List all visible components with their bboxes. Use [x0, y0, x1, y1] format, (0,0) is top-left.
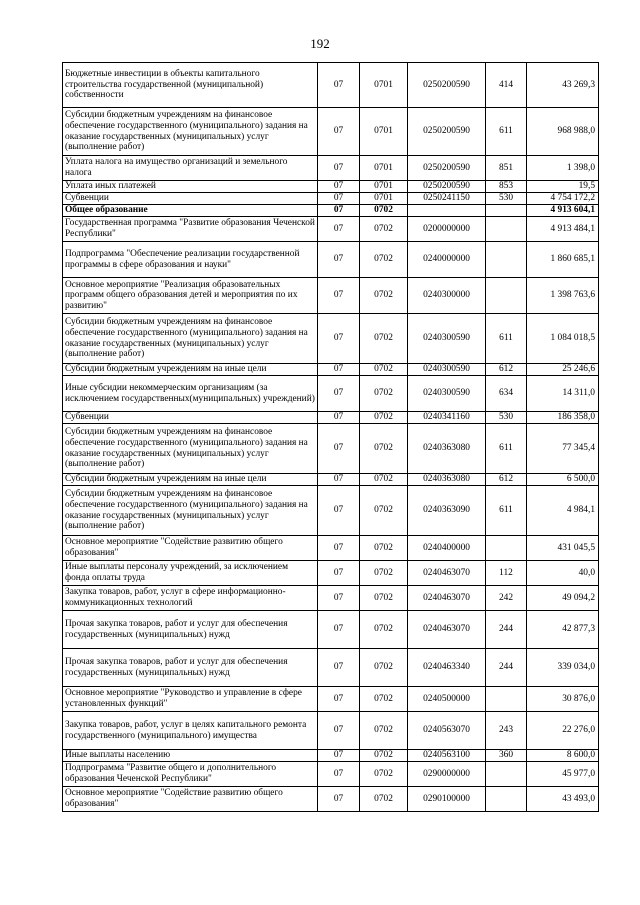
row-code-cell — [408, 205, 486, 217]
row-expense-type-cell: 634 — [486, 376, 527, 412]
row-name-cell: Основное мероприятие "Руководство и управление в сфере установленных функций" — [63, 687, 318, 712]
row-name-cell: Уплата налога на имущество организаций и земельного налога — [63, 156, 318, 181]
row-amount-cell: 1 398 763,6 — [527, 278, 599, 314]
row-subsection-cell: 0702 — [360, 649, 408, 687]
row-subsection-cell: 0701 — [360, 156, 408, 181]
row-code-cell: 0240463340 — [408, 649, 486, 687]
row-name-cell: Прочая закупка товаров, работ и услуг для обеспечения государственных (муниципальных) нужд — [63, 649, 318, 687]
row-section-cell: 07 — [318, 486, 360, 536]
row-expense-type-cell: 244 — [486, 649, 527, 687]
row-code-cell: 0200000000 — [408, 217, 486, 242]
table-row — [63, 376, 599, 412]
table-row — [63, 156, 599, 181]
row-subsection-cell: 0702 — [360, 536, 408, 561]
row-code-cell: 0240563100 — [408, 750, 486, 762]
row-code-cell: 0240300590 — [408, 364, 486, 376]
row-section-cell: 07 — [318, 762, 360, 787]
budget-table-body — [63, 63, 599, 812]
row-subsection-cell: 0702 — [360, 687, 408, 712]
table-row — [63, 193, 599, 205]
row-amount-cell: 1 398,0 — [527, 156, 599, 181]
row-section-cell: 07 — [318, 611, 360, 649]
row-subsection-cell: 0702 — [360, 242, 408, 278]
table-row — [63, 424, 599, 474]
row-name-cell: Субсидии бюджетным учреждениям на финансовое обеспечение государственного (муниципального) задания на оказание государственных (муниципальных) услуг (выполнение работ) — [63, 108, 318, 156]
row-name-cell: Основное мероприятие "Содействие развитию общего образования" — [63, 536, 318, 561]
table-row — [63, 649, 599, 687]
row-subsection-cell: 0702 — [360, 376, 408, 412]
row-subsection-cell: 0702 — [360, 364, 408, 376]
row-expense-type-cell — [486, 536, 527, 561]
row-subsection-cell: 0702 — [360, 412, 408, 424]
row-code-cell: 0240300000 — [408, 278, 486, 314]
row-section-cell: 07 — [318, 586, 360, 611]
row-code-cell: 0240300590 — [408, 376, 486, 412]
row-name-cell: Подпрограмма "Развитие общего и дополнительного образования Чеченской Республики" — [63, 762, 318, 787]
row-expense-type-cell — [486, 787, 527, 812]
row-section-cell: 07 — [318, 108, 360, 156]
row-code-cell: 0290100000 — [408, 787, 486, 812]
row-section-cell: 07 — [318, 687, 360, 712]
row-amount-cell: 968 988,0 — [527, 108, 599, 156]
row-subsection-cell: 0702 — [360, 486, 408, 536]
budget-table — [62, 62, 599, 812]
row-name-cell: Прочая закупка товаров, работ и услуг для обеспечения государственных (муниципальных) нужд — [63, 611, 318, 649]
row-name-cell: Бюджетные инвестиции в объекты капитального строительства государственной (муниципальной) собственности — [63, 63, 318, 108]
row-section-cell: 07 — [318, 364, 360, 376]
row-expense-type-cell: 851 — [486, 156, 527, 181]
row-code-cell: 0240563070 — [408, 712, 486, 750]
row-code-cell: 0240300590 — [408, 314, 486, 364]
row-code-cell: 0240363080 — [408, 474, 486, 486]
row-subsection-cell: 0702 — [360, 314, 408, 364]
row-section-cell: 07 — [318, 314, 360, 364]
row-subsection-cell: 0701 — [360, 108, 408, 156]
row-subsection-cell: 0702 — [360, 205, 408, 217]
row-amount-cell: 1 084 018,5 — [527, 314, 599, 364]
table-row — [63, 586, 599, 611]
table-row — [63, 108, 599, 156]
row-amount-cell: 49 094,2 — [527, 586, 599, 611]
row-amount-cell: 186 358,0 — [527, 412, 599, 424]
table-row — [63, 205, 599, 217]
row-amount-cell: 8 600,0 — [527, 750, 599, 762]
row-expense-type-cell — [486, 278, 527, 314]
table-row — [63, 750, 599, 762]
row-amount-cell: 6 500,0 — [527, 474, 599, 486]
row-expense-type-cell: 242 — [486, 586, 527, 611]
table-row — [63, 364, 599, 376]
row-expense-type-cell — [486, 242, 527, 278]
table-row — [63, 181, 599, 193]
row-name-cell: Субсидии бюджетным учреждениям на финансовое обеспечение государственного (муниципального) задания на оказание государственных (муниципальных) услуг (выполнение работ) — [63, 424, 318, 474]
row-subsection-cell: 0702 — [360, 278, 408, 314]
row-expense-type-cell: 611 — [486, 486, 527, 536]
table-row — [63, 474, 599, 486]
row-code-cell: 0250200590 — [408, 108, 486, 156]
table-row — [63, 561, 599, 586]
table-row — [63, 611, 599, 649]
row-code-cell: 0250241150 — [408, 193, 486, 205]
row-code-cell: 0250200590 — [408, 63, 486, 108]
table-row — [63, 762, 599, 787]
row-expense-type-cell: 112 — [486, 561, 527, 586]
row-section-cell: 07 — [318, 536, 360, 561]
row-code-cell: 0250200590 — [408, 156, 486, 181]
row-subsection-cell: 0702 — [360, 217, 408, 242]
row-subsection-cell: 0701 — [360, 63, 408, 108]
page-number: 192 — [310, 36, 330, 51]
row-name-cell: Иные выплаты населению — [63, 750, 318, 762]
row-section-cell: 07 — [318, 787, 360, 812]
row-subsection-cell: 0702 — [360, 712, 408, 750]
row-amount-cell: 42 877,3 — [527, 611, 599, 649]
row-name-cell: Субсидии бюджетным учреждениям на финансовое обеспечение государственного (муниципального) задания на оказание государственных (муниципальных) услуг (выполнение работ) — [63, 314, 318, 364]
row-subsection-cell: 0701 — [360, 181, 408, 193]
row-section-cell: 07 — [318, 412, 360, 424]
row-name-cell: Субвенции — [63, 412, 318, 424]
row-code-cell: 0240463070 — [408, 586, 486, 611]
row-name-cell: Субсидии бюджетным учреждениям на финансовое обеспечение государственного (муниципального) задания на оказание государственных (муниципальных) услуг (выполнение работ) — [63, 486, 318, 536]
row-name-cell: Государственная программа "Развитие образования Чеченской Республики" — [63, 217, 318, 242]
row-expense-type-cell: 611 — [486, 108, 527, 156]
row-amount-cell: 431 045,5 — [527, 536, 599, 561]
row-amount-cell: 30 876,0 — [527, 687, 599, 712]
row-name-cell: Основное мероприятие "Реализация образовательных программ общего образования детей и мероприятия по их развитию" — [63, 278, 318, 314]
row-section-cell: 07 — [318, 750, 360, 762]
row-subsection-cell: 0702 — [360, 787, 408, 812]
table-row — [63, 217, 599, 242]
table-row — [63, 712, 599, 750]
row-expense-type-cell — [486, 687, 527, 712]
row-section-cell: 07 — [318, 712, 360, 750]
row-code-cell: 0240463070 — [408, 611, 486, 649]
row-name-cell: Закупка товаров, работ, услуг в целях капитального ремонта государственного (муниципального) имущества — [63, 712, 318, 750]
row-amount-cell: 14 311,0 — [527, 376, 599, 412]
row-section-cell: 07 — [318, 193, 360, 205]
table-row — [63, 242, 599, 278]
row-expense-type-cell: 414 — [486, 63, 527, 108]
row-section-cell: 07 — [318, 181, 360, 193]
row-subsection-cell: 0702 — [360, 762, 408, 787]
row-subsection-cell: 0702 — [360, 424, 408, 474]
row-code-cell: 0250200590 — [408, 181, 486, 193]
table-row — [63, 278, 599, 314]
row-amount-cell: 43 269,3 — [527, 63, 599, 108]
row-subsection-cell: 0701 — [360, 193, 408, 205]
row-amount-cell: 339 034,0 — [527, 649, 599, 687]
row-code-cell: 0240500000 — [408, 687, 486, 712]
row-amount-cell: 1 860 685,1 — [527, 242, 599, 278]
row-section-cell: 07 — [318, 649, 360, 687]
row-section-cell: 07 — [318, 561, 360, 586]
row-amount-cell: 4 913 484,1 — [527, 217, 599, 242]
row-subsection-cell: 0702 — [360, 474, 408, 486]
row-section-cell: 07 — [318, 156, 360, 181]
row-amount-cell: 19,5 — [527, 181, 599, 193]
row-name-cell: Закупка товаров, работ, услуг в сфере информационно-коммуникационных технологий — [63, 586, 318, 611]
row-expense-type-cell: 853 — [486, 181, 527, 193]
row-code-cell: 0240000000 — [408, 242, 486, 278]
row-section-cell: 07 — [318, 205, 360, 217]
row-code-cell: 0290000000 — [408, 762, 486, 787]
row-name-cell: Основное мероприятие "Содействие развитию общего образования" — [63, 787, 318, 812]
row-subsection-cell: 0702 — [360, 561, 408, 586]
row-amount-cell: 43 493,0 — [527, 787, 599, 812]
row-code-cell: 0240400000 — [408, 536, 486, 561]
row-expense-type-cell: 530 — [486, 193, 527, 205]
row-amount-cell: 45 977,0 — [527, 762, 599, 787]
row-expense-type-cell: 243 — [486, 712, 527, 750]
table-row — [63, 314, 599, 364]
row-amount-cell: 40,0 — [527, 561, 599, 586]
row-section-cell: 07 — [318, 63, 360, 108]
row-section-cell: 07 — [318, 278, 360, 314]
row-name-cell: Иные субсидии некоммерческим организациям (за исключением государственных(муниципальных) учреждений) — [63, 376, 318, 412]
table-row — [63, 412, 599, 424]
row-subsection-cell: 0702 — [360, 750, 408, 762]
row-expense-type-cell: 244 — [486, 611, 527, 649]
row-expense-type-cell — [486, 217, 527, 242]
row-amount-cell: 4 984,1 — [527, 486, 599, 536]
row-expense-type-cell: 360 — [486, 750, 527, 762]
table-row — [63, 536, 599, 561]
table-row — [63, 787, 599, 812]
row-section-cell: 07 — [318, 242, 360, 278]
row-expense-type-cell: 612 — [486, 474, 527, 486]
row-expense-type-cell — [486, 205, 527, 217]
table-row — [63, 687, 599, 712]
row-amount-cell: 25 246,6 — [527, 364, 599, 376]
table-row — [63, 486, 599, 536]
row-expense-type-cell — [486, 762, 527, 787]
row-expense-type-cell: 530 — [486, 412, 527, 424]
row-expense-type-cell: 611 — [486, 314, 527, 364]
row-section-cell: 07 — [318, 376, 360, 412]
row-name-cell: Субвенции — [63, 193, 318, 205]
row-section-cell: 07 — [318, 217, 360, 242]
row-name-cell: Уплата иных платежей — [63, 181, 318, 193]
row-section-cell: 07 — [318, 474, 360, 486]
row-subsection-cell: 0702 — [360, 586, 408, 611]
row-amount-cell: 4 913 604,1 — [527, 205, 599, 217]
row-name-cell: Субсидии бюджетным учреждениям на иные цели — [63, 364, 318, 376]
row-name-cell: Подпрограмма "Обеспечение реализации государственной программы в сфере образования и науки" — [63, 242, 318, 278]
row-expense-type-cell: 612 — [486, 364, 527, 376]
row-amount-cell: 77 345,4 — [527, 424, 599, 474]
row-expense-type-cell: 611 — [486, 424, 527, 474]
row-amount-cell: 4 754 172,2 — [527, 193, 599, 205]
row-code-cell: 0240363080 — [408, 424, 486, 474]
row-subsection-cell: 0702 — [360, 611, 408, 649]
row-code-cell: 0240341160 — [408, 412, 486, 424]
row-code-cell: 0240363090 — [408, 486, 486, 536]
row-name-cell: Субсидии бюджетным учреждениям на иные цели — [63, 474, 318, 486]
row-section-cell: 07 — [318, 424, 360, 474]
row-code-cell: 0240463070 — [408, 561, 486, 586]
table-row — [63, 63, 599, 108]
row-name-cell: Иные выплаты персоналу учреждений, за исключением фонда оплаты труда — [63, 561, 318, 586]
row-name-cell: Общее образование — [63, 205, 318, 217]
row-amount-cell: 22 276,0 — [527, 712, 599, 750]
